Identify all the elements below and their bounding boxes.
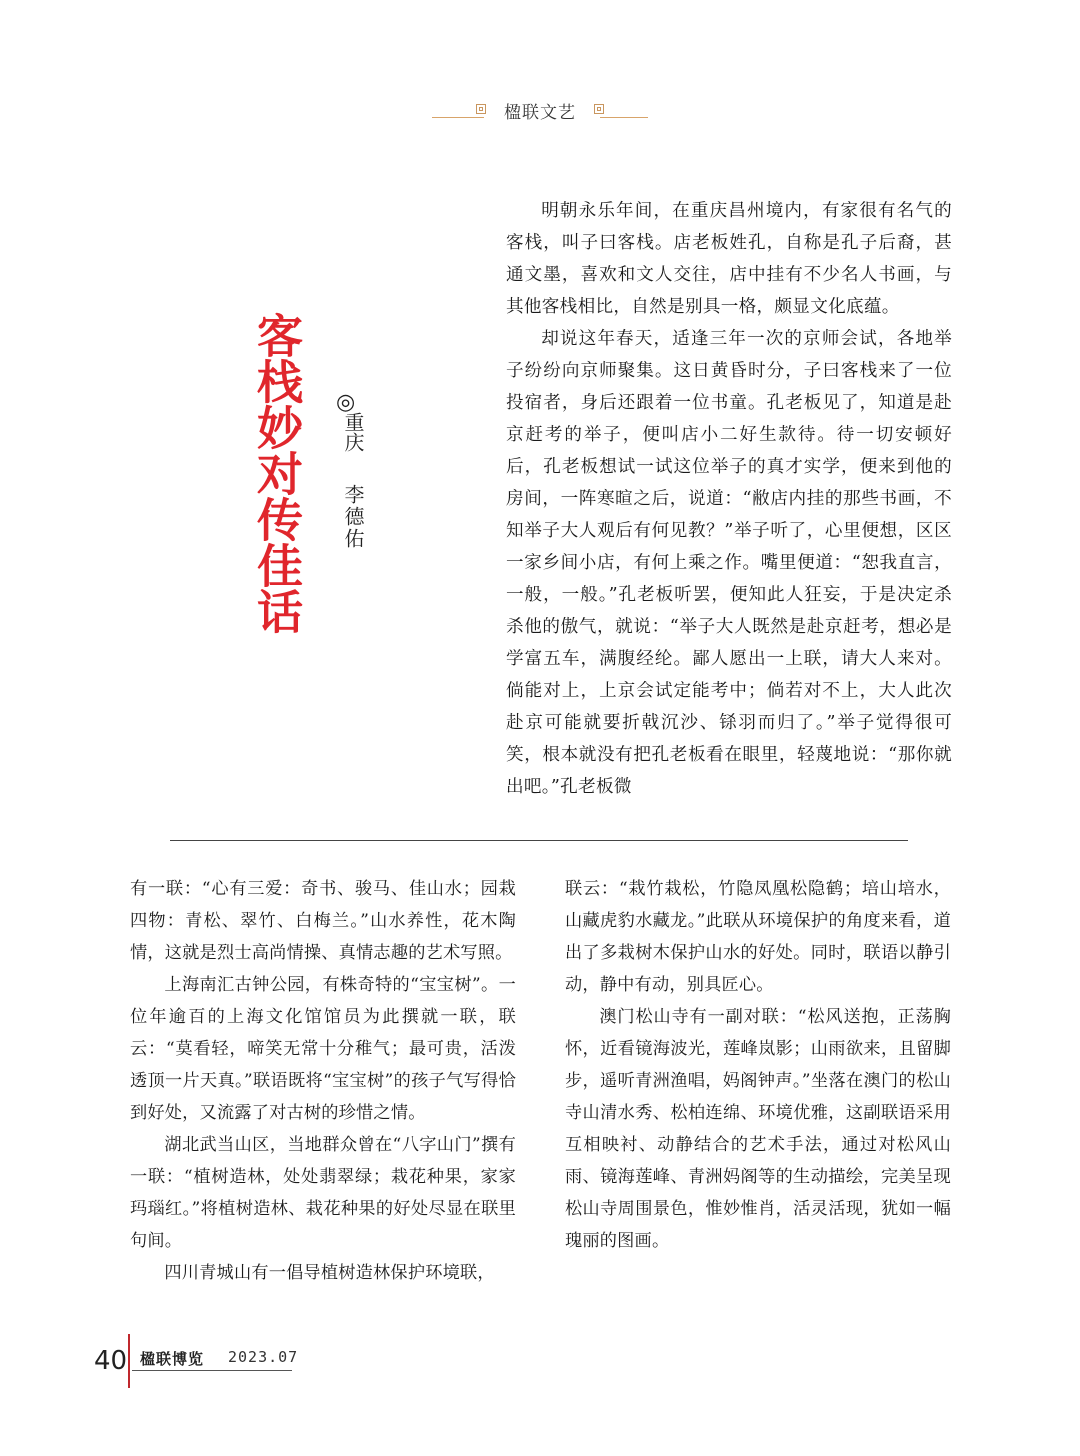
byline-mark: ◎ [336, 390, 356, 415]
footer-underline [132, 1370, 292, 1371]
section-header [432, 96, 648, 128]
paragraph: 却说这年春天，适逢三年一次的京师会试，各地举子纷纷向京师聚集。这日黄昏时分，子曰客栈来了一位投宿者，身后还跟着一位书童。孔老板见了，知道是赴京赶考的举子，便叫店小二好生款待。待一切安顿好后，孔老板想试一试这位举子的真才实学，便来到他的房间，一阵寒暄之后，说道：“敝店内挂的那些书画，不知举子大人观后有何见教？”举子听了，心里便想，区区一家乡间小店，有何上乘之作。嘴里便道：“恕我直言，一般，一般。”孔老板听罢，便知此人狂妄，于是决定杀杀他的傲气，就说：“举子大人既然是赴京赶考，想必是学富五车，满腹经纶。鄙人愿出一上联，请大人来对。倘能对上，上京会试定能考中；倘若对不上，大人此次赴京可能就要折戟沉沙、铩羽而归了。”举子觉得很可笑，根本就没有把孔老板看在眼里，轻蔑地说：“那你就出吧。”孔老板微 [506, 329, 952, 797]
footer-bar [128, 1334, 130, 1388]
paragraph: 有一联：“心有三爱：奇书、骏马、佳山水；园栽四物：青松、翠竹、白梅兰。”山水养性，花木陶情，这就是烈士高尚情操、真情志趣的艺术写照。 [130, 879, 516, 963]
header-rule-right [600, 117, 648, 118]
ornament-square-icon [476, 104, 486, 114]
paragraph: 四川青城山有一倡导植树造林保护环境联， [164, 1263, 495, 1283]
page-footer [90, 1334, 310, 1390]
paragraph: 澳门松山寺有一副对联：“松风送抱，正荡胸怀，近看镜海波光，莲峰岚影；山雨欲来，且留脚步，遥听青洲渔唱，妈阁钟声。”坐落在澳门的松山寺山清水秀、松柏连绵、环境优雅，这副联语采用互相映衬、动静结合的艺术手法，通过对松风山雨、镜海莲峰、青洲妈阁等的生动描绘，完美呈现松山寺周围景色，惟妙惟肖，活灵活现，犹如一幅瑰丽的图画。 [565, 1007, 951, 1251]
paragraph: 明朝永乐年间，在重庆昌州境内，有家很有名气的客栈，叫子曰客栈。店老板姓孔，自称是孔子后裔，甚通文墨，喜欢和文人交往，店中挂有不少名人书画，与其他客栈相比，自然是别具一格，颇显文化底蕴。 [506, 201, 952, 317]
page-number: 40 [94, 1346, 128, 1376]
magazine-name: 楹联博览 [140, 1350, 205, 1368]
ornament-square-icon [594, 104, 604, 114]
byline-author: 李德佑 [341, 484, 365, 550]
section-title: 楹联文艺 [504, 103, 576, 123]
top-text-column [506, 195, 952, 803]
paragraph: 联云：“栽竹栽松，竹隐凤凰松隐鹤；培山培水，山藏虎豹水藏龙。”此联从环境保护的角度来看，道出了多栽树木保护山水的好处。同时，联语以静引动，静中有动，别具匠心。 [565, 879, 951, 995]
article-title: 客栈妙对传佳话 [250, 312, 304, 634]
section-divider [170, 840, 908, 841]
paragraph: 上海南汇古钟公园，有株奇特的“宝宝树”。一位年逾百的上海文化馆馆员为此撰就一联，联云：“莫看轻，啼笑无常十分稚气；最可贵，活泼透顶一片天真。”联语既将“宝宝树”的孩子气写得恰到好处，又流露了对古树的珍惜之情。 [130, 975, 516, 1123]
issue-date: 2023.07 [228, 1348, 299, 1366]
bottom-right-column [565, 873, 951, 1257]
paragraph: 湖北武当山区，当地群众曾在“八字山门”撰有一联：“植树造林，处处翡翠绿；栽花种果，家家玛瑙红。”将植树造林、栽花种果的好处尽显在联里句间。 [130, 1135, 516, 1251]
bottom-left-column [130, 873, 516, 1289]
header-rule-left [432, 117, 484, 118]
byline-place: 重庆 [341, 412, 365, 452]
